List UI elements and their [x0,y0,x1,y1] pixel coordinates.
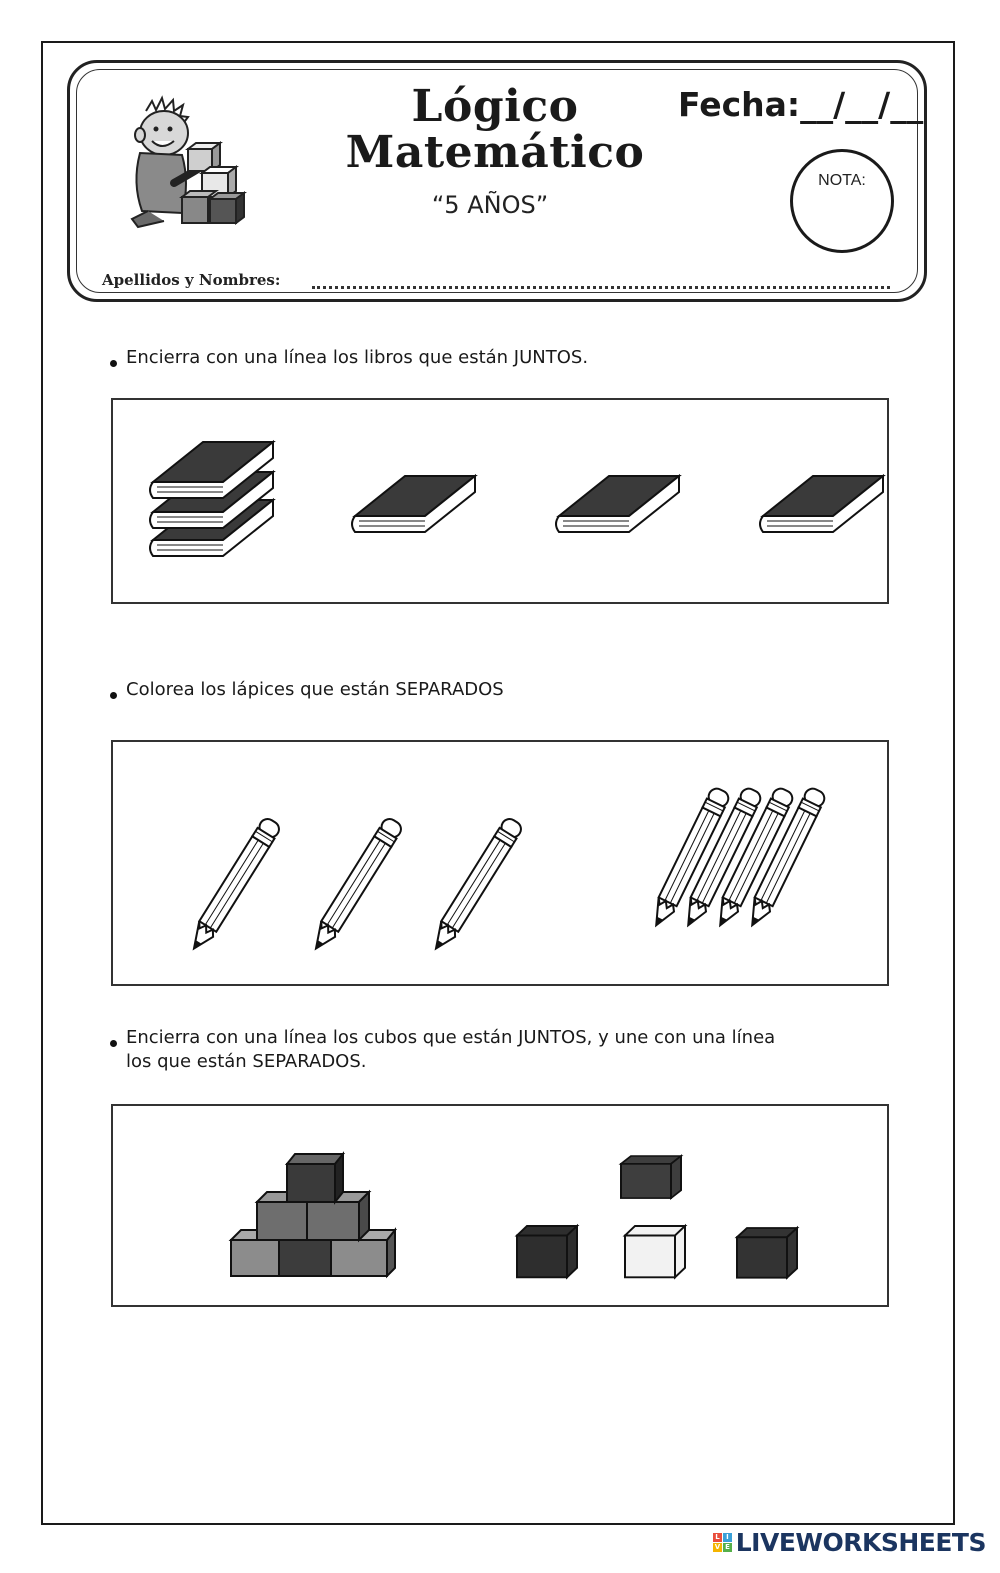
instruction-1-text: Encierra con una línea los libros que están JUNTOS. [126,347,589,368]
books-exercise-box[interactable] [111,398,889,604]
bullet-icon [110,1040,117,1047]
grade-circle[interactable] [790,149,894,253]
name-field[interactable] [312,272,890,289]
pencils-illustration [113,742,887,984]
instruction-1 [110,346,588,370]
instruction-3 [110,1026,890,1074]
instruction-3-text-line1: Encierra con una línea los cubos que están JUNTOS, y une con una línea [126,1027,776,1048]
liveworksheets-logo-icon: L I V E [713,1533,732,1552]
instruction-2 [110,678,504,702]
liveworksheets-watermark [713,1528,986,1557]
books-illustration [113,400,887,602]
bullet-icon [110,360,117,367]
grade-label: NOTA: [818,172,866,189]
date-field[interactable]: Fecha:__/__/__ [678,85,924,124]
age-subtitle: “5 AÑOS” [431,191,549,219]
worksheet-title-line1: Lógico [411,81,579,132]
watermark-text: LIVEWORKSHEETS [735,1528,986,1557]
pencils-exercise-box[interactable] [111,740,889,986]
worksheet-title-line2: Matemático [345,127,645,178]
cubes-exercise-box[interactable] [111,1104,889,1307]
instruction-3-text-line2: los que están SEPARADOS. [126,1051,367,1072]
instruction-2-text: Colorea los lápices que están SEPARADOS [126,679,504,700]
name-label: Apellidos y Nombres: [102,271,281,289]
bullet-icon [110,692,117,699]
worksheet-header [67,60,927,302]
child-with-blocks-illustration [118,91,258,231]
cubes-illustration [113,1106,887,1305]
